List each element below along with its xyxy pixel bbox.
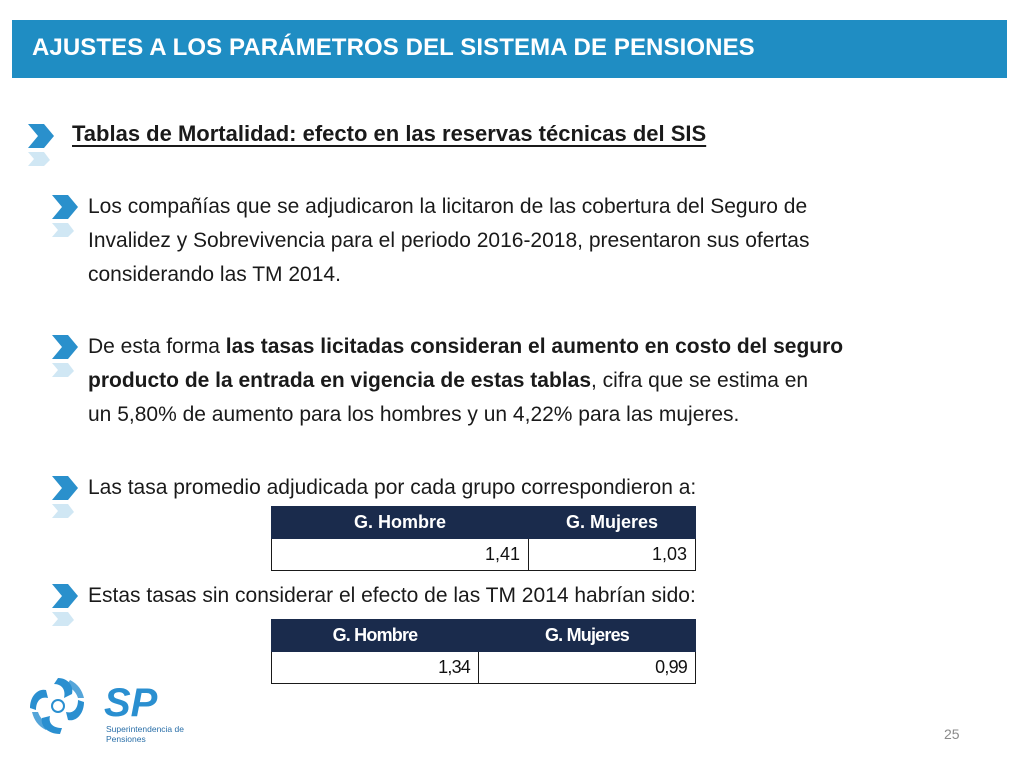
bullet-line: Invalidez y Sobrevivencia para el periodo 2016-2018, presentaron sus ofertas xyxy=(88,229,810,252)
bullet-paragraph: Las tasa promedio adjudicada por cada grupo correspondieron a: xyxy=(88,476,697,499)
table-cell: 1,41 xyxy=(272,539,529,571)
section-heading: Tablas de Mortalidad: efecto en las reservas técnicas del SIS xyxy=(72,121,707,146)
bullet-line xyxy=(88,330,988,364)
bullet-line: Los compañías que se adjudicaron la licitaron de las cobertura del Seguro de xyxy=(88,195,808,218)
bullet-line: considerando las TM 2014. xyxy=(88,263,341,286)
logo-letters: SP xyxy=(104,681,158,725)
table-cell: 1,03 xyxy=(529,539,696,571)
column-header: G. Hombre xyxy=(272,507,529,539)
chevron-right-icon xyxy=(50,193,84,237)
table-cell: 1,34 xyxy=(272,652,479,684)
sp-logo xyxy=(24,672,204,752)
page-number: 25 xyxy=(944,726,960,742)
chevron-right-icon xyxy=(50,582,84,626)
column-header: G. Mujeres xyxy=(479,620,696,652)
rates-table-without-tm2014 xyxy=(271,619,696,684)
rates-table-adjudicated xyxy=(271,506,696,571)
chevron-right-icon xyxy=(50,474,84,518)
logo-line1: Superintendencia de xyxy=(106,724,184,734)
chevron-right-icon xyxy=(26,122,60,166)
column-header: G. Mujeres xyxy=(529,507,696,539)
bullet-paragraph xyxy=(88,190,988,292)
bullet-paragraph xyxy=(88,330,988,432)
bold-text: producto de la entrada en vigencia de estas tablas xyxy=(88,369,591,392)
bullet-line xyxy=(88,364,988,398)
bold-text: las tasas licitadas consideran el aumento en costo del seguro xyxy=(225,335,844,358)
logo-line2: Pensiones xyxy=(106,734,146,744)
column-header: G. Hombre xyxy=(272,620,479,652)
text-run: , cifra que se estima en xyxy=(591,369,809,392)
slide-title: AJUSTES A LOS PARÁMETROS DEL SISTEMA DE PENSIONES xyxy=(32,34,755,61)
table-cell: 0,99 xyxy=(479,652,696,684)
text-run: De esta forma xyxy=(88,335,226,358)
chevron-right-icon xyxy=(50,333,84,377)
bullet-line: un 5,80% de aumento para los hombres y un 4,22% para las mujeres. xyxy=(88,403,740,426)
title-bar xyxy=(12,20,1007,78)
bullet-paragraph: Estas tasas sin considerar el efecto de las TM 2014 habrían sido: xyxy=(88,584,696,607)
